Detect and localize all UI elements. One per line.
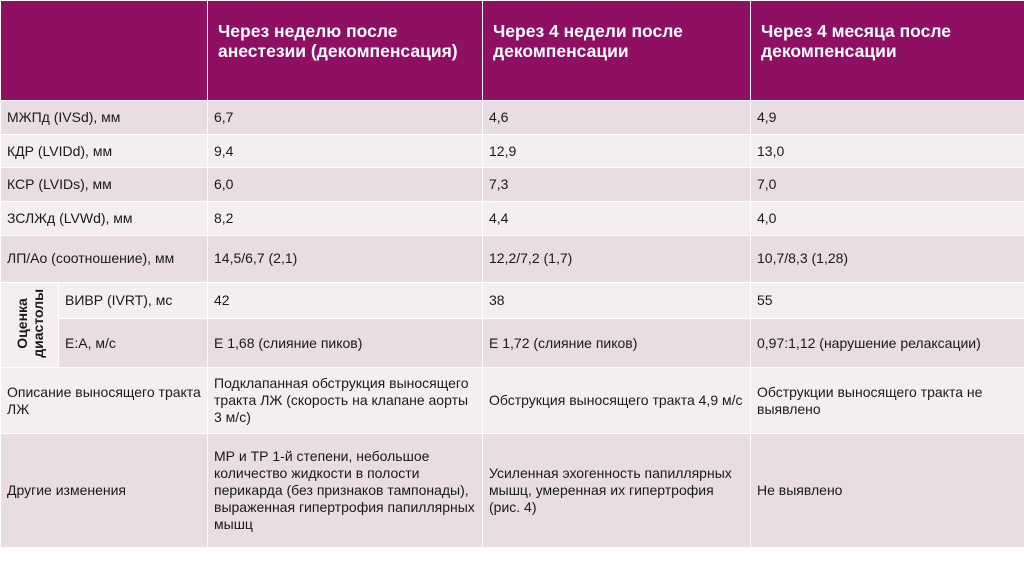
cell-value: 7,0 xyxy=(751,168,1024,202)
cell-value: Не выявлено xyxy=(751,433,1024,547)
table-row xyxy=(1,319,1024,368)
table-row xyxy=(1,202,1024,236)
table-row xyxy=(1,101,1024,135)
cell-value: 4,6 xyxy=(483,101,751,135)
cell-value: 6,7 xyxy=(208,101,483,135)
row-label: ЛП/Ао (соотношение), мм xyxy=(1,235,208,282)
cell-value: 8,2 xyxy=(208,202,483,236)
header-week-after-anesthesia: Через неделю после анестезии (декомпенсация) xyxy=(208,1,483,101)
cell-value: E 1,72 (слияние пиков) xyxy=(483,319,751,368)
row-label: Описание выносящего тракта ЛЖ xyxy=(1,368,208,433)
cell-value: 13,0 xyxy=(751,134,1024,168)
cell-value: 42 xyxy=(208,282,483,319)
table-row xyxy=(1,368,1024,433)
cell-value: 6,0 xyxy=(208,168,483,202)
cell-value: Подклапанная обструкция выносящего тракта ЛЖ (скорость на клапане аорты 3 м/с) xyxy=(208,368,483,433)
table-row xyxy=(1,168,1024,202)
cell-value: 14,5/6,7 (2,1) xyxy=(208,235,483,282)
table-row xyxy=(1,433,1024,547)
table-row xyxy=(1,235,1024,282)
cell-value: 9,4 xyxy=(208,134,483,168)
row-label: Другие изменения xyxy=(1,433,208,547)
cell-value: 4,4 xyxy=(483,202,751,236)
row-label: КСР (LVIDs), мм xyxy=(1,168,208,202)
table-row xyxy=(1,134,1024,168)
cell-value: 38 xyxy=(483,282,751,319)
cell-value: 0,97:1,12 (нарушение релаксации) xyxy=(751,319,1024,368)
diastole-group-label: Оценка диастолы xyxy=(14,281,46,366)
header-row xyxy=(1,1,1024,101)
row-label: Е:А, м/с xyxy=(59,319,208,368)
cell-value: Усиленная эхогенность папиллярных мышц, умеренная их гипертрофия (рис. 4) xyxy=(483,433,751,547)
cell-value: Обструкции выносящего тракта не выявлено xyxy=(751,368,1024,433)
header-empty-cell xyxy=(1,1,208,101)
cell-value: 55 xyxy=(751,282,1024,319)
cell-value: E 1,68 (слияние пиков) xyxy=(208,319,483,368)
cell-value: 4,9 xyxy=(751,101,1024,135)
cell-value: 4,0 xyxy=(751,202,1024,236)
header-4-weeks: Через 4 недели после декомпенсации xyxy=(483,1,751,101)
cell-value: 12,9 xyxy=(483,134,751,168)
cell-value: 12,2/7,2 (1,7) xyxy=(483,235,751,282)
row-label: ВИВР (IVRT), мс xyxy=(59,282,208,319)
diastole-group-label-cell xyxy=(1,282,59,368)
table-row xyxy=(1,282,1024,319)
row-label: МЖПд (IVSd), мм xyxy=(1,101,208,135)
cell-value: Обструкция выносящего тракта 4,9 м/с xyxy=(483,368,751,433)
row-label: ЗСЛЖд (LVWd), мм xyxy=(1,202,208,236)
cell-value: МР и ТР 1-й степени, небольшое количество жидкости в полости перикарда (без признаков тампонады), выраженная гипертрофия папиллярных мышц xyxy=(208,433,483,547)
cell-value: 10,7/8,3 (1,28) xyxy=(751,235,1024,282)
cell-value: 7,3 xyxy=(483,168,751,202)
row-label: КДР (LVIDd), мм xyxy=(1,134,208,168)
header-4-months: Через 4 месяца после декомпенсации xyxy=(751,1,1024,101)
